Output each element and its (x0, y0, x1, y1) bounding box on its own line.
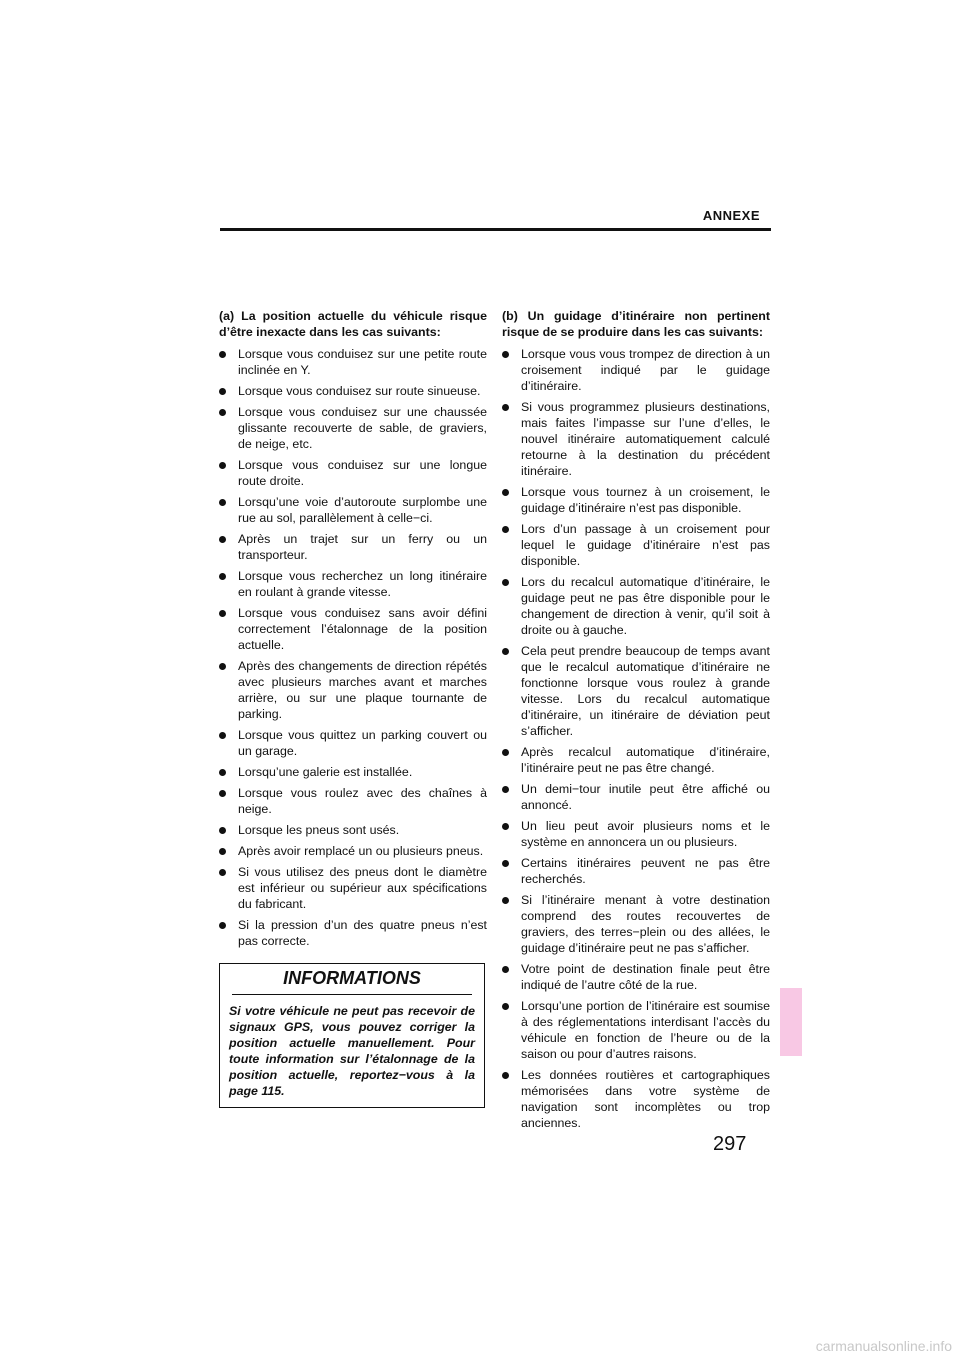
list-item (502, 484, 770, 516)
list-item-text: Lorsqu’une portion de l’itinéraire est soumise à des réglementations interdisant l’accès du véhicule en fonction de l’heure ou de la saison ou pour d’autres raisons. (521, 999, 770, 1061)
list-item-text: Si vous programmez plusieurs destinations, mais faites l’impasse sur l’une d’elles, le nouvel itinéraire automatiquement calculé retourne à la destination du précédent itinéraire. (521, 400, 770, 478)
info-text: Si votre véhicule ne peut pas recevoir de signaux GPS, vous pouvez corriger la position actuelle manuellement. Pour toute information sur l’étalonnage de la position actuelle, reportez−vous à la page 115. (229, 1004, 475, 1098)
bullet-icon (219, 848, 226, 855)
bullet-icon (502, 404, 509, 411)
list-item (502, 781, 770, 813)
list-item-text: Si la pression d’un des quatre pneus n’est pas correcte. (238, 918, 487, 948)
list-item (219, 917, 487, 949)
right-column (502, 308, 770, 1136)
bullet-icon (219, 922, 226, 929)
list-item (219, 605, 487, 653)
list-item (219, 658, 487, 722)
bullet-icon (502, 966, 509, 973)
list-item (502, 643, 770, 739)
list-item-text: Cela peut prendre beaucoup de temps avant que le recalcul automatique d’itinéraire ne fonctionne lorsque vous roulez à grande vitesse. Lors du recalcul automatique d’itinéraire, un itinéraire de déviation peut s’afficher. (521, 644, 770, 738)
list-item (219, 764, 487, 780)
info-box (219, 963, 485, 1108)
bullet-icon (219, 499, 226, 506)
list-item (502, 521, 770, 569)
bullet-icon (502, 786, 509, 793)
bullet-icon (219, 790, 226, 797)
list-item (502, 818, 770, 850)
bullet-icon (502, 1072, 509, 1079)
list-item (219, 822, 487, 838)
bullet-icon (219, 663, 226, 670)
list-item (502, 744, 770, 776)
list-item (219, 404, 487, 452)
list-item-text: Lors d’un passage à un croisement pour lequel le guidage d’itinéraire n’est pas disponible. (521, 522, 770, 568)
list-item-text: Après avoir remplacé un ou plusieurs pneus. (238, 844, 484, 858)
list-item-text: Lorsque vous vous trompez de direction à un croisement indiqué par le guidage d’itinéraire. (521, 347, 770, 393)
bullet-icon (219, 827, 226, 834)
bullet-icon (219, 769, 226, 776)
bullet-icon (502, 823, 509, 830)
list-item-text: Lorsque vous quittez un parking couvert ou un garage. (238, 728, 487, 758)
header-rule (220, 228, 771, 231)
bullet-icon (219, 869, 226, 876)
chapter-tab (780, 988, 802, 1056)
list-item-text: Après des changements de direction répétés avec plusieurs marches avant et marches arrière, ou sur une plaque tournante de parking. (238, 659, 487, 721)
list-item-text: Si l’itinéraire menant à votre destination comprend des routes recouvertes de graviers, des terres−plein ou des allées, le guidage d’itinéraire peut ne pas s’afficher. (521, 893, 770, 955)
list-item (219, 727, 487, 759)
list-item-text: Lors du recalcul automatique d’itinéraire, le guidage peut ne pas être disponible pour le changement de direction à venir, qu’il soit à droite ou à gauche. (521, 575, 770, 637)
list-item (502, 346, 770, 394)
list-item (219, 457, 487, 489)
list-item (219, 864, 487, 912)
list-item (219, 346, 487, 378)
bullet-icon (219, 462, 226, 469)
section-header-title: ANNEXE (702, 208, 760, 223)
list-item (219, 843, 487, 859)
bullet-icon (502, 1003, 509, 1010)
list-item-text: Lorsque vous conduisez sur une petite route inclinée en Y. (238, 347, 487, 377)
section-b-heading: (b) Un guidage d’itinéraire non pertinent risque de se produire dans les cas suivants: (502, 309, 770, 339)
list-item-text: Lorsque vous recherchez un long itinéraire en roulant à grande vitesse. (238, 569, 487, 599)
list-item-text: Lorsque vous conduisez sur une longue route droite. (238, 458, 487, 488)
list-item-text: Lorsque vous roulez avec des chaînes à neige. (238, 786, 487, 816)
list-item-text: Lorsque vous conduisez sur route sinueuse. (238, 384, 481, 398)
list-item-text: Lorsque vous tournez à un croisement, le guidage d’itinéraire n’est pas disponible. (521, 485, 770, 515)
list-item-text: Un lieu peut avoir plusieurs noms et le système en annoncera un ou plusieurs. (521, 819, 770, 849)
list-item (502, 399, 770, 479)
bullet-icon (219, 351, 226, 358)
list-item (502, 998, 770, 1062)
list-item (502, 961, 770, 993)
list-item (219, 494, 487, 526)
list-item (219, 568, 487, 600)
list-item-text: Votre point de destination finale peut être indiqué de l’autre côté de la rue. (521, 962, 770, 992)
list-item (219, 785, 487, 817)
list-item-text: Un demi−tour inutile peut être affiché ou annoncé. (521, 782, 770, 812)
info-title: INFORMATIONS (283, 968, 421, 988)
bullet-icon (219, 573, 226, 580)
bullet-icon (219, 610, 226, 617)
list-item-text: Lorsqu’une voie d’autoroute surplombe une rue au sol, parallèlement à celle−ci. (238, 495, 487, 525)
list-item (219, 383, 487, 399)
bullet-icon (502, 351, 509, 358)
list-item-text: Les données routières et cartographiques mémorisées dans votre système de navigation sont incomplètes ou trop anciennes. (521, 1068, 770, 1130)
bullet-icon (219, 388, 226, 395)
bullet-icon (502, 897, 509, 904)
bullet-icon (219, 732, 226, 739)
section-a-list (219, 346, 487, 949)
watermark: carmanualsonline.info (815, 1338, 952, 1354)
bullet-icon (502, 648, 509, 655)
list-item-text: Lorsque les pneus sont usés. (238, 823, 400, 837)
list-item-text: Certains itinéraires peuvent ne pas être recherchés. (521, 856, 770, 886)
list-item (502, 1067, 770, 1131)
bullet-icon (219, 409, 226, 416)
section-b-list (502, 346, 770, 1131)
page-number: 297 (713, 1133, 747, 1155)
bullet-icon (502, 579, 509, 586)
list-item (502, 855, 770, 887)
list-item-text: Lorsque vous conduisez sur une chaussée glissante recouverte de sable, de graviers, de neige, etc. (238, 405, 487, 451)
bullet-icon (502, 526, 509, 533)
list-item-text: Si vous utilisez des pneus dont le diamètre est inférieur ou supérieur aux spécifications du fabricant. (238, 865, 487, 911)
list-item-text: Lorsqu’une galerie est installée. (238, 765, 413, 779)
left-column (219, 308, 487, 1108)
bullet-icon (502, 489, 509, 496)
bullet-icon (219, 536, 226, 543)
list-item-text: Lorsque vous conduisez sans avoir défini correctement l’étalonnage de la position actuelle. (238, 606, 487, 652)
list-item (502, 574, 770, 638)
bullet-icon (502, 749, 509, 756)
info-title-bar (232, 964, 472, 995)
list-item (502, 892, 770, 956)
bullet-icon (502, 860, 509, 867)
list-item-text: Après un trajet sur un ferry ou un transporteur. (238, 532, 487, 562)
list-item (219, 531, 487, 563)
list-item-text: Après recalcul automatique d’itinéraire, l’itinéraire peut ne pas être changé. (521, 745, 770, 775)
section-a-heading: (a) La position actuelle du véhicule risque d’être inexacte dans les cas suivants: (219, 309, 487, 339)
